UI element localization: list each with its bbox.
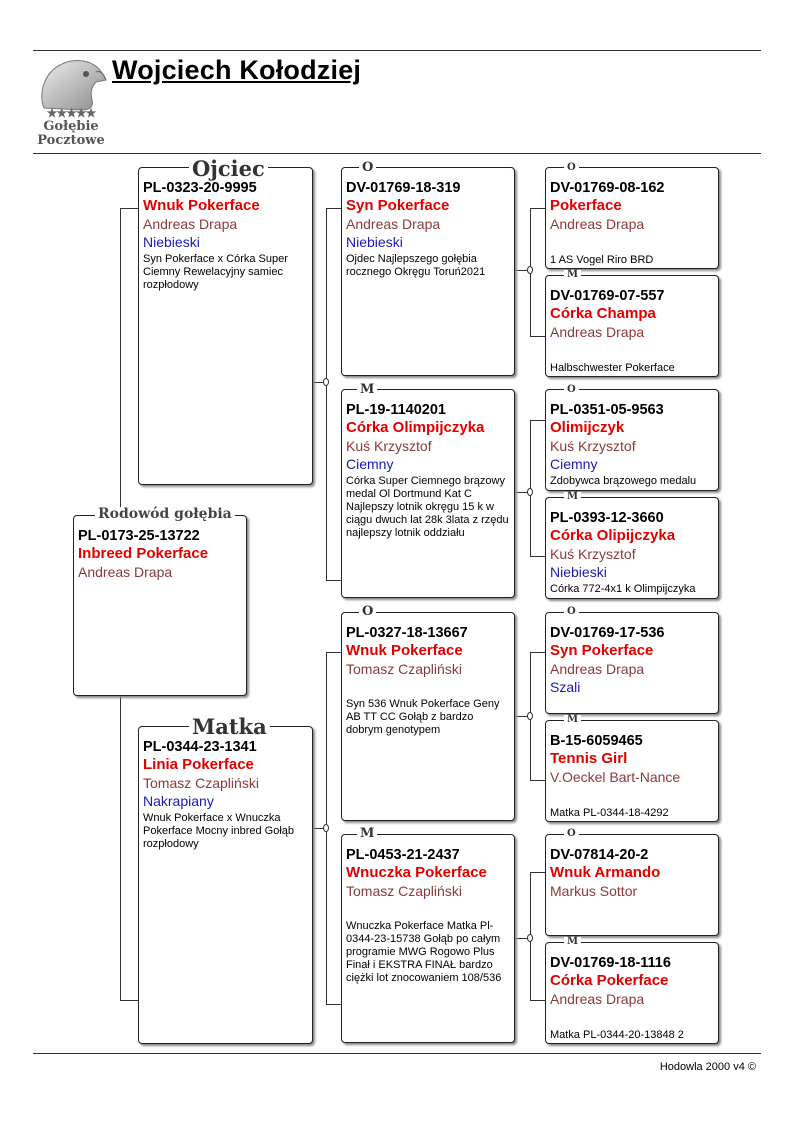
card-name: Córka Champa [550,305,656,322]
father-mark: O [359,605,376,618]
card-notes: Córka Super Ciemnego brązowy medal Ol Dortmund Kat C Najlepszy lotnik okręgu 15 k w ciągu dwuch lat 28k 3lata z rzędu najlepszy lotnik oddziału [346,475,509,539]
card-notes: Wnuczka Pokerface Matka Pl-0344-23-15738 Gołąb po całym programie MWG Rogowo Plus Finał i EKSTRA FINAŁ bardzo ciężki lot znocowaniem 108/536 [346,920,502,984]
connector [530,208,545,209]
dam-label: Matka [189,716,270,737]
card-name: Wnuk Armando [550,864,661,881]
card-notes: Syn 536 Wnuk Pokerface Geny AB TT CC Gołąb z bardzo dobrym genotypem [346,698,500,736]
sire-label: Ojciec [189,158,268,179]
card-breeder: Kuś Krzysztof [550,438,636,454]
card-breeder: Andreas Drapa [346,216,441,232]
card-name: Córka Olipijczyka [550,527,676,544]
card-ring: B-15-6059465 [550,733,643,749]
card-notes: Matka PL-0344-18-4292 [550,807,669,819]
connector-knot [527,266,533,274]
father-mark: O [564,385,579,395]
sire-ring: PL-0323-20-9995 [143,180,257,196]
dam-ring: PL-0344-23-1341 [143,739,257,755]
connector [530,556,545,557]
card-breeder: Kuś Krzysztof [346,438,432,454]
card-ring: PL-0327-18-13667 [346,625,468,641]
sire-name: Wnuk Pokerface [143,197,260,214]
card-name: Wnuk Pokerface [346,642,463,659]
connector [530,336,545,337]
sire-card[interactable] [138,167,313,485]
logo-line-1: Gołębie [43,119,99,134]
connector [326,580,341,581]
connector [530,780,545,781]
connector-knot [527,712,533,720]
father-mark: O [564,163,579,173]
page-title: Wojciech Kołodziej [112,55,362,85]
card-breeder: Andreas Drapa [550,991,645,1007]
dam-color: Nakrapiany [143,793,214,809]
card-ring: PL-0351-05-9563 [550,402,664,418]
grandsire-card[interactable] [341,167,515,376]
father-mark: O [564,607,579,617]
card-notes: Halbschwester Pokerface [550,362,675,374]
mother-mark: M [357,383,377,396]
card-name: Olimijczyk [550,419,625,436]
sire-breeder: Andreas Drapa [143,216,238,232]
logo-line-2: Pocztowe [37,133,105,148]
ancestor-card[interactable] [545,612,719,714]
mother-mark: M [357,827,377,840]
mother-mark: M [564,715,581,725]
subject-ring: PL-0173-25-13722 [78,528,200,544]
card-breeder: V.Oeckel Bart-Nance [550,769,681,785]
card-breeder: Tomasz Czapliński [346,883,462,899]
card-color: Niebieski [346,234,403,250]
father-mark: O [359,161,376,174]
subject-breeder: Andreas Drapa [78,564,173,580]
card-name: Córka Pokerface [550,972,669,989]
connector [326,208,327,580]
sire-notes: Syn Pokerface x Córka Super Ciemny Rewelacyjny samiec rozpłodowy [143,253,288,291]
card-notes: Matka PL-0344-20-13848 2 [550,1029,684,1041]
sire-color: Niebieski [143,234,200,250]
card-color: Ciemny [346,456,394,472]
connector [326,652,341,653]
card-ring: PL-0453-21-2437 [346,847,460,863]
card-name: Syn Pokerface [346,197,450,214]
connector [326,208,341,209]
connector-knot [323,824,329,832]
mother-mark: M [564,270,581,280]
pigeon-head-icon [34,56,108,112]
ancestor-card[interactable] [545,275,719,377]
subject-name: Inbreed Pokerface [78,545,209,562]
connector [530,872,545,873]
subject-card[interactable] [73,515,247,696]
connector [120,1000,138,1001]
mother-mark: M [564,492,581,502]
spacer [346,900,510,918]
card-ring: PL-0393-12-3660 [550,510,664,526]
connector [530,1000,545,1001]
connector-knot [323,378,329,386]
card-breeder: Andreas Drapa [550,324,645,340]
ancestor-card[interactable] [545,167,719,269]
card-ring: DV-01769-18-1116 [550,955,671,971]
card-name: Syn Pokerface [550,642,654,659]
card-name: Wnuczka Pokerface [346,864,487,881]
connector [120,208,138,209]
connector [530,420,545,421]
granddam-card[interactable] [341,834,515,1043]
mother-mark: M [564,937,581,947]
card-notes: Zdobywca brązowego medalu [550,475,697,487]
footer-rule [33,1053,761,1054]
card-ring: DV-07814-20-2 [550,847,649,863]
card-notes: 1 AS Vogel Riro BRD [550,254,654,266]
top-rule [33,50,761,51]
father-mark: O [564,829,579,839]
dam-breeder: Tomasz Czapliński [143,775,259,791]
connector-knot [527,934,533,942]
card-name: Córka Olimpijczyka [346,419,485,436]
card-name: Tennis Girl [550,750,628,767]
granddam-card[interactable] [341,389,515,598]
dam-card[interactable] [138,726,313,1044]
card-ring: DV-01769-17-536 [550,625,665,641]
card-color: Niebieski [550,564,607,580]
card-ring: DV-01769-18-319 [346,180,461,196]
pedigree-label: Rodowód gołębia [95,507,235,521]
dam-notes: Wnuk Pokerface x Wnuczka Pokerface Mocny inbred Gołąb rozpłodowy [143,812,295,850]
ancestor-card[interactable] [545,720,719,822]
card-breeder: Tomasz Czapliński [346,661,462,677]
dam-name: Linia Pokerface [143,756,254,773]
logo [34,56,108,148]
ancestor-card[interactable] [545,942,719,1044]
ancestor-card[interactable] [545,389,719,491]
card-breeder: Kuś Krzysztof [550,546,636,562]
spacer [346,678,510,696]
connector [326,1004,341,1005]
card-ring: DV-01769-07-557 [550,288,665,304]
ancestor-card[interactable] [545,834,719,936]
connector-knot [527,488,533,496]
card-ring: DV-01769-08-162 [550,180,665,196]
card-color: Szali [550,679,581,695]
connector [530,652,545,653]
logo-stars: ★★★★★ [46,106,96,120]
grandsire-card[interactable] [341,612,515,821]
footer-text: Hodowla 2000 v4 © [659,1061,756,1073]
card-name: Pokerface [550,197,622,214]
card-color: Ciemny [550,456,598,472]
card-notes: Ojdec Najlepszego gołębia rocznego Okręgu Toruń2021 [346,253,486,278]
card-breeder: Andreas Drapa [550,216,645,232]
card-breeder: Andreas Drapa [550,661,645,677]
card-notes: Córka 772-4x1 k Olimpijczyka [550,583,696,595]
card-breeder: Markus Sottor [550,883,638,899]
header-rule [33,153,761,154]
card-ring: PL-19-1140201 [346,402,446,418]
ancestor-card[interactable] [545,497,719,599]
